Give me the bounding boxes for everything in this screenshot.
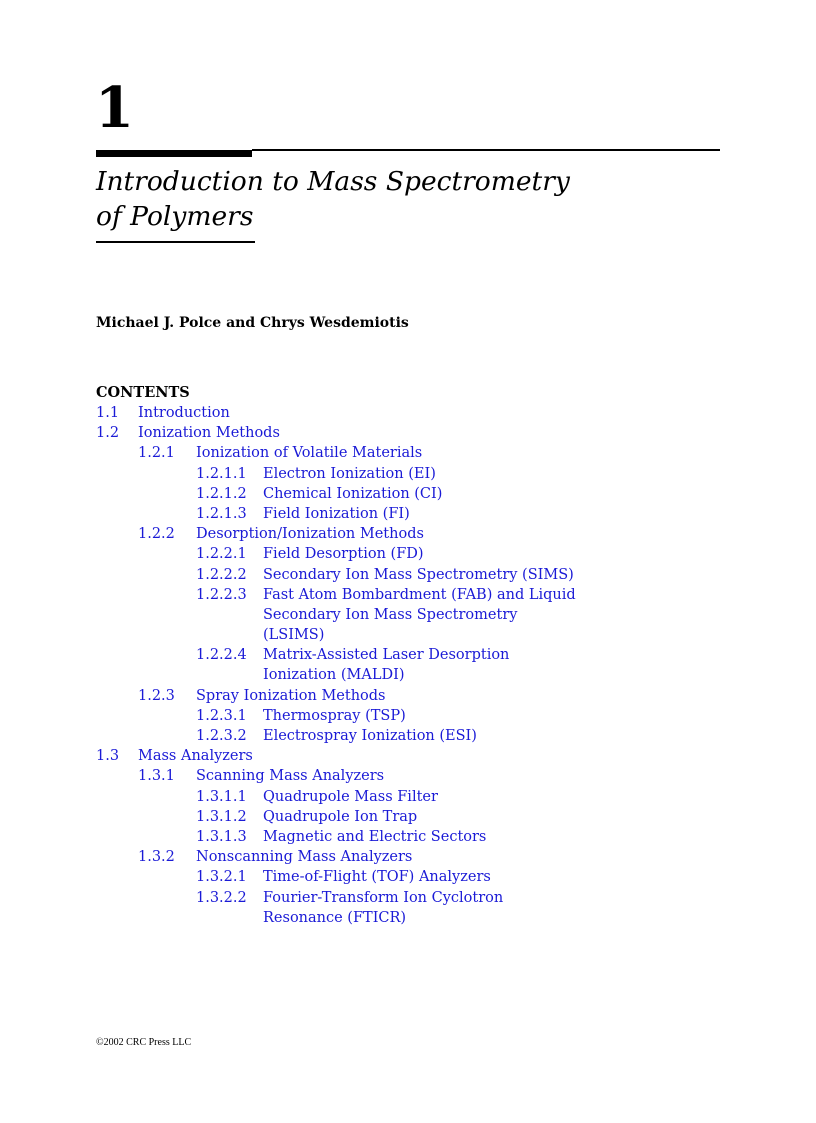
toc-entry-number: 1.3.1.1 — [196, 788, 247, 805]
chapter-rule-thin — [252, 149, 720, 151]
toc-entry-1-2-1-2[interactable] — [96, 484, 736, 504]
toc-entry-continuation[interactable] — [96, 908, 736, 928]
toc-entry-title[interactable]: Scanning Mass Analyzers — [196, 768, 385, 785]
toc-entry-1-3-2-1[interactable] — [96, 867, 736, 887]
toc-entry-title[interactable]: Ionization (MALDI) — [263, 667, 405, 684]
toc-entry-title[interactable]: Fast Atom Bombardment (FAB) and Liquid — [263, 586, 576, 603]
toc-entry-1-2-3[interactable] — [96, 686, 736, 706]
toc-entry-1-2-2[interactable] — [96, 524, 736, 544]
toc-entry-number: 1.2.2.1 — [196, 546, 247, 563]
toc-entry-title[interactable]: Mass Analyzers — [138, 748, 253, 765]
toc-entry-title[interactable]: Magnetic and Electric Sectors — [263, 828, 487, 845]
toc-entry-continuation[interactable] — [96, 605, 736, 625]
toc-entry-number: 1.2.1.2 — [196, 485, 247, 502]
table-of-contents — [96, 403, 736, 928]
toc-entry-1-2-1-3[interactable] — [96, 504, 736, 524]
toc-entry-title[interactable]: Nonscanning Mass Analyzers — [196, 849, 413, 866]
toc-entry-1-2-2-2[interactable] — [96, 565, 736, 585]
toc-entry-number: 1.2.2 — [138, 526, 175, 543]
toc-entry-number: 1.2.1.3 — [196, 505, 247, 522]
toc-entry-1-3-1[interactable] — [96, 766, 736, 786]
toc-entry-title[interactable]: Secondary Ion Mass Spectrometry (SIMS) — [263, 566, 574, 583]
toc-entry-1-2-1-1[interactable] — [96, 464, 736, 484]
toc-entry-title[interactable]: Chemical Ionization (CI) — [263, 485, 443, 502]
toc-entry-number: 1.3.2.1 — [196, 869, 247, 886]
authors: Michael J. Polce and Chrys Wesdemiotis — [96, 315, 409, 331]
toc-entry-number: 1.3.2.2 — [196, 889, 247, 906]
toc-entry-number: 1.3 — [96, 748, 120, 765]
toc-entry-title[interactable]: Field Ionization (FI) — [263, 505, 410, 522]
copyright-footer: ©2002 CRC Press LLC — [96, 1037, 192, 1048]
chapter-rule-thick — [96, 150, 252, 157]
toc-entry-number: 1.2.3 — [138, 687, 175, 704]
toc-entry-number: 1.1 — [96, 405, 120, 421]
chapter-number: 1 — [95, 75, 134, 141]
toc-entry-title[interactable]: Quadrupole Mass Filter — [263, 788, 438, 805]
toc-entry-title[interactable]: Ionization of Volatile Materials — [196, 445, 423, 462]
toc-entry-title[interactable]: Ionization Methods — [138, 425, 280, 442]
toc-entry-1-3-2-2[interactable] — [96, 888, 736, 908]
chapter-title-line-1: Introduction to Mass Spectrometry — [96, 166, 570, 197]
toc-entry-1-2-2-4[interactable] — [96, 645, 736, 665]
toc-entry-continuation[interactable] — [96, 665, 736, 685]
toc-entry-1-2-3-2[interactable] — [96, 726, 736, 746]
toc-entry-1-2-2-3[interactable] — [96, 585, 736, 605]
toc-entry-number: 1.2 — [96, 425, 120, 442]
toc-entry-1-2[interactable] — [96, 423, 736, 443]
toc-entry-number: 1.2.3.2 — [196, 728, 247, 744]
toc-entry-title[interactable]: Electrospray Ionization (ESI) — [263, 728, 477, 744]
chapter-title-line-2: of Polymers — [96, 201, 254, 232]
toc-entry-number: 1.2.2.4 — [196, 647, 247, 664]
toc-entry-title[interactable]: Time-of-Flight (TOF) Analyzers — [263, 869, 491, 886]
toc-entry-title[interactable]: Introduction — [138, 405, 230, 421]
toc-entry-1-3[interactable] — [96, 746, 736, 766]
toc-entry-continuation[interactable] — [96, 625, 736, 645]
toc-entry-number: 1.3.1.2 — [196, 808, 247, 825]
toc-entry-1-3-2[interactable] — [96, 847, 736, 867]
toc-entry-title[interactable]: Matrix-Assisted Laser Desorption — [263, 647, 510, 664]
toc-entry-title[interactable]: Electron Ionization (EI) — [263, 465, 436, 482]
toc-entry-number: 1.3.1.3 — [196, 828, 247, 845]
toc-entry-number: 1.2.2.2 — [196, 566, 247, 583]
toc-entry-number: 1.2.3.1 — [196, 707, 247, 724]
toc-entry-1-1[interactable] — [96, 403, 736, 423]
toc-entry-1-2-3-1[interactable] — [96, 706, 736, 726]
chapter-title — [96, 164, 716, 234]
toc-entry-title[interactable]: Fourier-Transform Ion Cyclotron — [263, 889, 504, 906]
toc-entry-title[interactable]: Resonance (FTICR) — [263, 909, 407, 926]
toc-entry-number: 1.2.2.3 — [196, 586, 247, 603]
toc-entry-number: 1.2.1 — [138, 445, 175, 462]
contents-heading: CONTENTS — [96, 384, 190, 401]
toc-entry-1-2-1[interactable] — [96, 443, 736, 463]
toc-entry-title[interactable]: Thermospray (TSP) — [263, 707, 406, 724]
toc-entry-number: 1.3.2 — [138, 849, 175, 866]
toc-entry-1-3-1-3[interactable] — [96, 827, 736, 847]
toc-entry-1-2-2-1[interactable] — [96, 544, 736, 564]
title-underline — [96, 241, 255, 243]
toc-entry-title[interactable]: Desorption/Ionization Methods — [196, 526, 424, 543]
toc-entry-1-3-1-1[interactable] — [96, 787, 736, 807]
toc-entry-title[interactable]: Quadrupole Ion Trap — [263, 808, 418, 825]
toc-entry-title[interactable]: (LSIMS) — [263, 627, 325, 644]
toc-entry-number: 1.3.1 — [138, 768, 175, 785]
toc-entry-title[interactable]: Field Desorption (FD) — [263, 546, 424, 563]
toc-entry-1-3-1-2[interactable] — [96, 807, 736, 827]
toc-entry-number: 1.2.1.1 — [196, 465, 247, 482]
toc-entry-title[interactable]: Spray Ionization Methods — [196, 687, 386, 704]
toc-entry-title[interactable]: Secondary Ion Mass Spectrometry — [263, 606, 518, 623]
